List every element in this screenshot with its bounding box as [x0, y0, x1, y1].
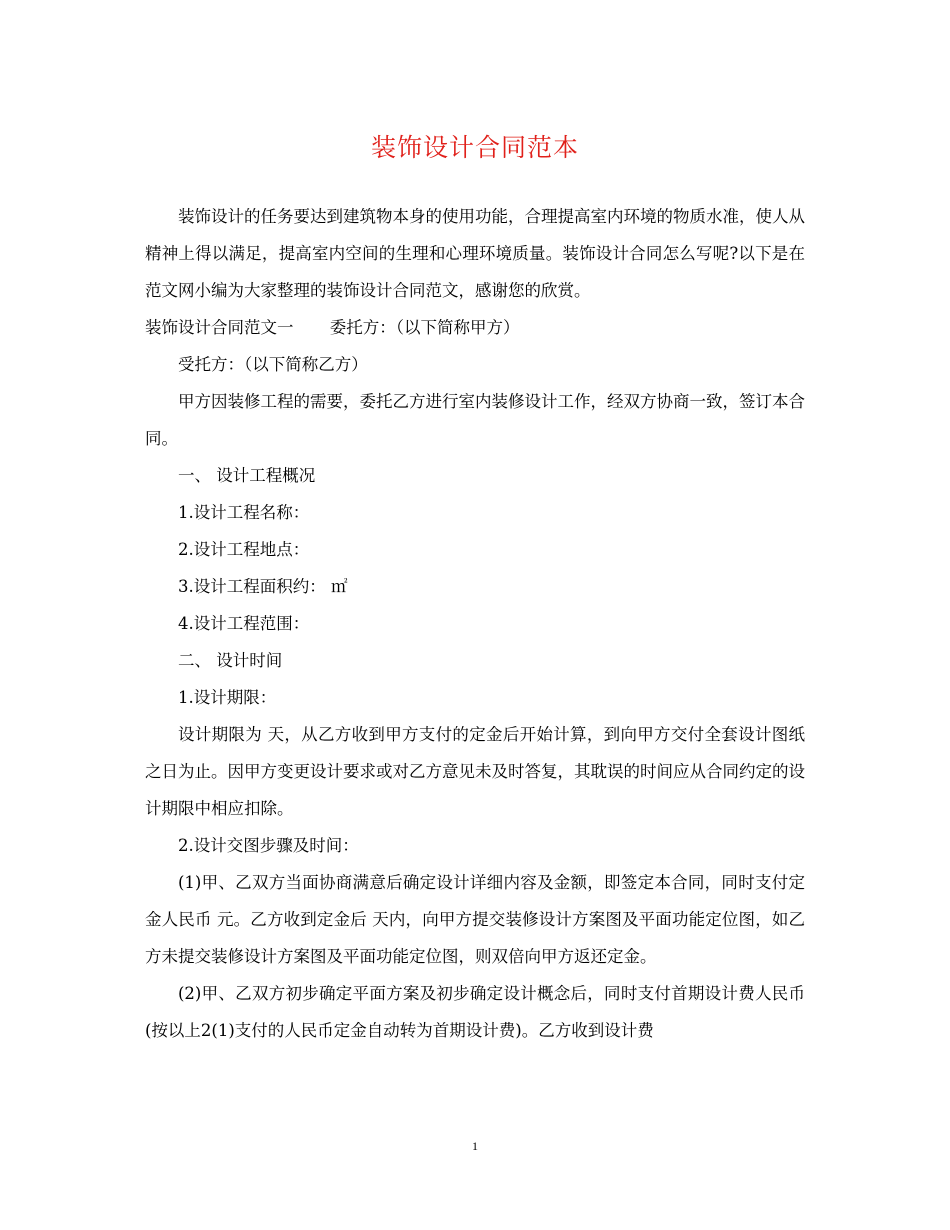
purpose-paragraph: 甲方因装修工程的需要，委托乙方进行室内装修设计工作，经双方协商一致，签订本合同。	[145, 392, 805, 448]
list-item: 4.设计工程范围：	[178, 614, 310, 633]
page-title: 装饰设计合同范本	[370, 133, 579, 162]
page-number: 1	[472, 1139, 478, 1153]
contractor-party: 受托方：（以下简称乙方）	[178, 355, 368, 374]
list-item: 3.设计工程面积约： ㎡	[178, 577, 348, 596]
intro-paragraph: 装饰设计的任务要达到建筑物本身的使用功能，合理提高室内环境的物质水准，使人从精神上得以满足，提高室内空间的生理和心理环境质量。装饰设计合同怎么写呢?以下是在范文网小编为大家整理的装饰设计合同范文，感谢您的欣赏。	[145, 207, 805, 300]
sample-heading: 装饰设计合同范文一	[145, 318, 294, 337]
list-item: 2.设计工程地点：	[178, 540, 310, 559]
list-item: 2.设计交图步骤及时间：	[178, 836, 359, 855]
document-body	[145, 198, 805, 1049]
paragraph: (2)甲、乙双方初步确定平面方案及初步确定设计概念后，同时支付首期设计费人民币 (按以上2(1)支付的人民币定金自动转为首期设计费)。乙方收到设计费	[145, 984, 805, 1040]
section-heading: 二、 设计时间	[178, 651, 283, 670]
client-party: 委托方：（以下简称甲方）	[329, 318, 520, 337]
paragraph: (1)甲、乙双方当面协商满意后确定设计详细内容及金额，即签定本合同，同时支付定金人民币 元。乙方收到定金后 天内，向甲方提交装修设计方案图及平面功能定位图，如乙方未提交装修设计方案图及平面功能定位图，则双倍向甲方返还定金。	[145, 873, 805, 966]
section-heading: 一、 设计工程概况	[178, 466, 316, 485]
paragraph: 设计期限为 天，从乙方收到甲方支付的定金后开始计算，到向甲方交付全套设计图纸之日为止。因甲方变更设计要求或对乙方意见未及时答复，其耽误的时间应从合同约定的设计期限中相应扣除。	[145, 725, 805, 818]
list-item: 1.设计期限：	[178, 688, 277, 707]
list-item: 1.设计工程名称：	[178, 503, 310, 522]
sample-line	[145, 309, 805, 346]
